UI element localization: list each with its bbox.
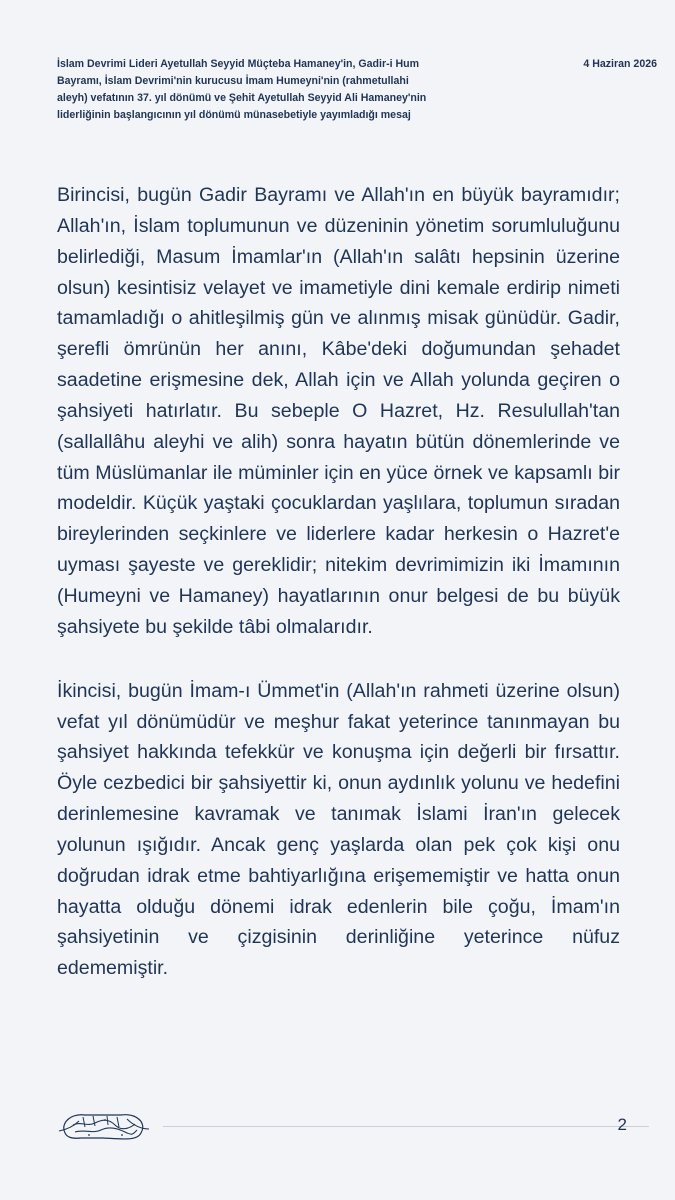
footer-divider [163, 1126, 649, 1127]
header-title: İslam Devrimi Lideri Ayetullah Seyyid Müçteba Hamaney'in, Gadir-i Hum Bayramı, İslam Devrimi'nin kurucusu İmam Humeyni'nin (rahmetullahi aleyh) vefatının 37. yıl dönümü ve Şehit Ayetullah Seyyid Ali Hamaney'nin liderliğinin başlangıcının yıl dönümü münasebetiyle yayımladığı mesaj [57, 58, 427, 121]
calligraphy-signature-icon [55, 1103, 151, 1149]
page-footer [55, 1103, 627, 1149]
header-date: 4 Haziran 2026 [583, 58, 657, 70]
page-number: 2 [617, 1115, 627, 1134]
paragraph-2: İkincisi, bugün İmam-ı Ümmet'in (Allah'ın rahmeti üzerine olsun) vefat yıl dönümüdür ve meşhur fakat yeterince tanınmayan bu şahsiyet hakkında tefekkür ve konuşma için değerli bir fırsattır. Öyle cezbedici bir şahsiyettir ki, onun aydınlık yolunu ve hedefini derinlemesine kavramak ve tanımak İslami İran'ın gelecek yolunun ışığıdır. Ancak genç yaşlarda olan pek çok kişi onu doğrudan idrak etme bahtiyarlığına erişememiştir ve hatta onun hayatta olduğu dönemi idrak edenlerin bile çoğu, İmam'ın şahsiyetinin ve çizgisinin derinliğine yeterince nüfuz edememiştir. [57, 679, 620, 980]
paragraph-1: Birincisi, bugün Gadir Bayramı ve Allah'ın en büyük bayramıdır; Allah'ın, İslam toplumunun ve düzeninin yönetim sorumluluğunu belirlediği, Masum İmamlar'ın (Allah'ın salâtı hepsinin üzerine olsun) kesintisiz velayet ve imametiyle dini kemale erdirip nimeti tamamladığı o ahitleşilmiş gün ve alınmış misak günüdür. Gadir, şerefli ömrünün her anını, Kâbe'deki doğumundan şehadet saadetine erişmesine dek, Allah için ve Allah yolunda geçiren o şahsiyeti hatırlatır. Bu sebeple O Hazret, Hz. Resulullah'tan (sallallâhu aleyhi ve alih) sonra hayatın bütün dönemlerinde ve tüm Müslümanlar ile müminler için en yüce örnek ve kapsamlı bir modeldir. Küçük yaştaki çocuklardan yaşlılara, toplumun sıradan bireylerinden seçkinlere ve liderlere kadar herkesin o Hazret'e uyması şayeste ve gereklidir; nitekim devrimimizin iki İmamının (Humeyni ve Hamaney) hayatlarının onur belgesi de bu büyük şahsiyete bu şekilde tâbi olmalarıdır. [57, 184, 620, 638]
message-body [57, 180, 620, 984]
page-header [57, 56, 657, 128]
